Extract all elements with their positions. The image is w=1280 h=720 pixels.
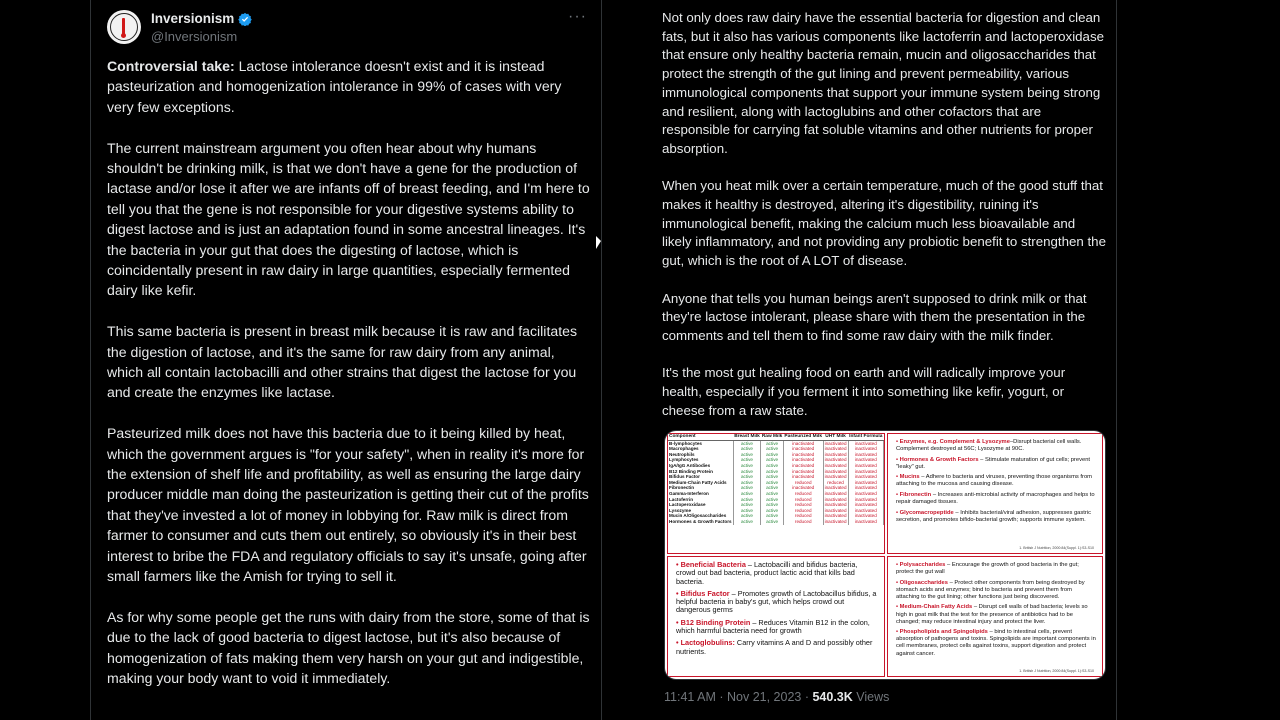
table-cell: inactivated	[783, 446, 823, 452]
table-cell: inactivated	[848, 502, 883, 508]
table-cell: inactivated	[824, 502, 847, 508]
table-cell: active	[761, 446, 784, 452]
panel-item-text: – Increases anti-microbial activity of macrophages and helps to repair damaged tissues.	[896, 492, 1095, 506]
table-cell: inactivated	[824, 485, 847, 491]
panel-item-text: – Disrupt cell walls of bad bacteria; levels so high in goat milk that the test for the presence of antibiotics had to be changed; may reduce intestinal injury and protect the liver.	[896, 604, 1088, 625]
panel-4-list	[888, 557, 1102, 658]
paragraph-1	[107, 56, 591, 117]
paragraph-8: Anyone that tells you human beings aren't supposed to drink milk or that they're lactose intolerant, please share with them the presentation in the comments and tell them to find some raw dairy with the milk finder.	[662, 290, 1087, 343]
table-cell: reduced	[783, 491, 823, 497]
table-cell: active	[761, 452, 784, 458]
paragraph-7: When you heat milk over a certain temperature, much of the good stuff that makes it healthy is destroyed, altering it's digestibility, ruining it's immunological benefit, making the calcium much less bioavailable and likely inflammatory, and not providing any probiotic benefit to strengthen the gut, which is the root of A LOT of disease.	[662, 178, 1106, 269]
table-cell: Gamma-Interferon	[668, 491, 733, 497]
table-cell: active	[733, 474, 761, 480]
table-cell: active	[733, 519, 761, 525]
table-cell: inactivated	[783, 457, 823, 463]
panel-2-reference: 1. British J Nutrition, 2000:84(Suppl. 1):S3-S10	[1019, 546, 1094, 550]
tweet-media-image[interactable]	[664, 430, 1106, 680]
paragraph-6: Not only does raw dairy have the essential bacteria for digestion and clean fats, but it also has various components like lactoferrin and lactoperoxidase that ensure only healthy bacteria remain, mucin and oligosaccharides that protect the strength of the gut lining and prevent permeability, various immunological components that support your immune system being strong and resilient, along with lactoglubins and other cofactors that are responsible for carrying fat soluble vitamins and other nutrients for proper absorption.	[662, 10, 1104, 156]
media-panel-enzymes	[887, 433, 1103, 554]
table-cell: reduced	[823, 480, 848, 486]
table-cell: inactivated	[848, 491, 883, 497]
table-cell: Lysozyme	[668, 508, 733, 514]
media-panel-polysaccharides	[887, 556, 1103, 677]
table-cell: Lymphocytes	[668, 457, 733, 463]
table-row	[668, 519, 884, 525]
panel-item-text: – Protect other components from being destroyed by stomach acids and enzymes; bind to bacteria and prevent them from attaching to the gut lining; other functions just being discovered.	[896, 579, 1085, 600]
milk-comparison-table	[668, 434, 884, 525]
table-header-cell: Component	[668, 434, 733, 440]
table-body	[668, 440, 884, 524]
table-cell: inactivated	[783, 485, 823, 491]
table-cell: inactivated	[848, 485, 883, 491]
table-cell: Medium-Chain Fatty Acids	[668, 480, 733, 486]
table-cell: active	[733, 469, 761, 475]
table-cell: reduced	[783, 508, 823, 514]
paragraph-3: This same bacteria is present in breast milk because it is raw and facilitates the digestion of lactose, and it's the same for raw dairy from any animal, which all contain lactobacilli and other strains that digest the lactose for you and create the enzymes like lactase.	[107, 323, 577, 401]
panel-list-item	[896, 439, 1096, 453]
panel-item-text: – Reduces Vitamin B12 in the colon, which harmful bacteria need for growth	[676, 617, 870, 636]
table-cell: inactivated	[848, 508, 883, 514]
more-options-icon[interactable]: ···	[568, 8, 587, 25]
table-header-cell: Raw Milk	[761, 434, 783, 439]
avatar-dot-icon	[121, 33, 126, 38]
table-cell: active	[761, 502, 784, 508]
table-cell: inactivated	[783, 440, 823, 446]
panel-item-title: • Enzymes, e.g. Complement & Lysozyme	[896, 439, 1010, 445]
paragraph-9: It's the most gut healing food on earth and will radically improve your health, especially if you ferment it into something like kefir, yogurt, or cheese from a raw state.	[662, 365, 1066, 418]
panel-item-title: • Fibronectin	[896, 492, 932, 499]
tweet-body-right	[662, 9, 1107, 439]
table-header-cell: Infant Formula	[849, 434, 883, 439]
table-cell: active	[761, 497, 784, 503]
panel-item-title: • Polysaccharides	[896, 562, 946, 568]
table-cell: active	[761, 469, 784, 475]
table-cell: reduced	[783, 519, 823, 525]
table-cell: active	[733, 463, 761, 469]
paragraph-5: As for why some people get the runs with dairy from the store, some of that is due to the lack of good bacteria to digest lactose, but it's also because of homogenization of fats making them very harsh on your gut and indigestible, making your body want to void it immediately.	[107, 608, 590, 687]
panel-list-item	[676, 561, 878, 586]
table-cell: inactivated	[848, 446, 883, 452]
table-cell: inactivated	[848, 513, 883, 519]
panel-3-list	[668, 557, 884, 656]
table-cell: Mucin A/Oligosaccharides	[668, 513, 733, 519]
table-cell: active	[761, 463, 784, 469]
table-cell: reduced	[783, 497, 823, 503]
table-cell: active	[733, 502, 761, 508]
table-cell: inactivated	[824, 474, 847, 480]
panel-item-title: • Mucins	[896, 474, 920, 481]
panel-item-title: • Beneficial Bacteria	[676, 560, 746, 569]
table-cell: B12 Binding Protein	[668, 469, 733, 475]
table-cell: active	[761, 457, 784, 463]
table-cell: inactivated	[824, 457, 847, 463]
table-cell: active	[733, 446, 761, 452]
panel-item-title: • Glycomacropeptide	[896, 509, 954, 516]
table-cell: active	[733, 513, 761, 519]
table-cell: inactivated	[848, 474, 883, 480]
panel-item-title: • Phospholipids and Spingolipids	[896, 629, 988, 636]
verified-badge-icon	[238, 12, 252, 26]
bold-lead: Controversial take:	[107, 58, 235, 74]
panel-list-item	[896, 604, 1096, 625]
table-cell: inactivated	[824, 446, 847, 452]
views-label: Views	[852, 690, 890, 704]
panel-list-item	[896, 457, 1096, 471]
panel-item-text: – Lactobacilli and bifidus bacteria, crowd out bad bacteria, product lactic acid that kills bad bacteria.	[676, 560, 858, 586]
table-header-cell: UHT Milk	[823, 434, 848, 440]
panel-item-title: • B12 Binding Protein	[676, 617, 751, 627]
table-cell: Neutrophils	[668, 452, 733, 458]
table-cell: active	[761, 519, 784, 525]
table-cell: active	[733, 457, 761, 463]
table-cell: active	[733, 485, 761, 491]
table-cell: IgA/IgG Antibodies	[668, 463, 733, 469]
table-cell: inactivated	[783, 452, 823, 458]
tweet-meta	[664, 690, 889, 704]
table-cell: active	[761, 485, 784, 491]
table-cell: inactivated	[824, 507, 847, 513]
table-header-cell: Breast Milk	[734, 434, 760, 439]
table-cell: Hormones & Growth Factors	[669, 518, 732, 524]
table-cell: inactivated	[824, 462, 847, 468]
panel-item-text: – Inhibits bacterial/viral adhesion, suppresses gastric secretion, and promotes bifido-bacterial growth; supports immune system.	[896, 509, 1092, 523]
table-cell: active	[733, 480, 761, 486]
panel-list-item	[896, 580, 1096, 601]
panel-item-text: – Encourage the growth of good bacteria in the gut; protect the gut wall	[896, 562, 1079, 576]
mouse-cursor-icon	[596, 236, 601, 249]
panel-item-title: • Bifidus Factor	[676, 588, 730, 598]
panel-list-item	[896, 492, 1096, 506]
author-name[interactable]: Inversionism	[151, 11, 235, 26]
table-header-cell: Pasteurized Milk	[784, 434, 823, 439]
table-cell: inactivated	[848, 469, 883, 475]
panel-item-text: – Stimulate maturation of gut cells; prevent "leaky" gut.	[896, 456, 1091, 470]
table-cell: inactivated	[848, 457, 883, 463]
tweet-timestamp[interactable]: 11:41 AM · Nov 21, 2023 ·	[664, 690, 813, 704]
table-cell: Lactoferrin	[668, 497, 733, 503]
tweet-column-right	[602, 0, 1117, 720]
table-cell: Macrophages	[668, 446, 733, 452]
table-cell: B-lymphocytes	[668, 440, 733, 446]
table-cell: inactivated	[824, 440, 847, 446]
table-cell: active	[761, 513, 784, 519]
media-panel-table	[667, 433, 885, 554]
panel-list-item	[676, 590, 878, 615]
table-cell: inactivated	[824, 468, 847, 474]
panel-2-list	[888, 434, 1102, 524]
table-cell: inactivated	[848, 480, 883, 486]
panel-list-item	[896, 510, 1096, 524]
avatar[interactable]	[107, 10, 141, 44]
paragraph-2: The current mainstream argument you often hear about why humans shouldn't be drinking milk, is that we don't have a gene for the production of lactase and/or lose it after we are infants off of breast feeding, and I'm here to tell you that the gene is not responsible for your digestive systems ability to digest lactose and is just an adaptation found in some ancestral lineages. It's the bacteria in your gut that does the digesting of lactose, which is coincidentally present in raw dairy in large quantities, especially fermented dairy like kefir.	[107, 139, 590, 299]
table-cell: active	[761, 480, 784, 486]
table-cell: active	[761, 491, 784, 497]
table-cell: inactivated	[783, 469, 823, 475]
media-panel-bacteria	[667, 556, 885, 677]
table-cell: inactivated	[848, 452, 883, 458]
table-cell: active	[733, 497, 761, 503]
table-cell: inactivated	[848, 440, 883, 446]
paragraph-1-rest: Lactose intolerance doesn't exist and it is instead pasteurization and homogenization intolerance in 99% of cases with very very few exceptions.	[107, 58, 562, 115]
table-cell: reduced	[783, 513, 823, 519]
panel-4-reference: 1. British J Nutrition, 2000:84(Suppl. 1):S3-S10	[1019, 669, 1094, 673]
table-cell: inactivated	[783, 463, 823, 469]
panel-list-item	[676, 619, 878, 636]
table-cell: inactivated	[824, 451, 847, 457]
table-cell: inactivated	[848, 497, 883, 503]
panel-item-title: • Hormones & Growth Factors	[896, 456, 979, 463]
table-cell: active	[761, 508, 784, 514]
paragraph-4: Pasteurized milk does not have this bacteria due to it being killed by heat, which the government argues is "for your safety", when in reality it's more for the extension of shelf life and profitability, as well as ensuring the large dairy producer middle man doing the pasteurization is getting their cut of the profits that they've invested a lot of money in lobbying for. Raw milk is direct from farmer to consumer and cuts them out entirely, so obviously it's in their best interest to bribe the FDA and regulatory officials to say it's unsafe, going after small farmers like the Amish for trying to sell it.	[107, 425, 589, 585]
table-cell: active	[733, 452, 761, 458]
table-cell: inactivated	[783, 474, 823, 480]
panel-item-text: – Promotes growth of Lactobacillus bifidus, a helpful bacteria in baby's gut, which helps crowd out dangerous germs	[676, 588, 877, 615]
tweet-body-left	[107, 56, 591, 709]
table-cell: Fibronectin	[668, 485, 733, 491]
panel-item-title: • Oligosaccharides	[896, 579, 948, 586]
author-handle[interactable]: @Inversionism	[151, 29, 238, 44]
table-cell: inactivated	[848, 463, 883, 469]
panel-item-text: – bind to intestinal cells, prevent absorption of pathogens and toxins. Spingolipids are important components in cell membranes, protect cells against toxins, support digestion and protect against cancer.	[896, 629, 1096, 657]
table-cell: inactivated	[824, 513, 847, 519]
table-cell: Bifidus Factor	[668, 474, 733, 480]
table-cell: inactivated	[824, 490, 847, 496]
panel-list-item	[896, 562, 1096, 576]
views-count: 540.3K	[812, 690, 853, 704]
panel-item-text: – Adhere to bacteria and viruses, preventing those organisms from attaching to the mucosa and causing disease.	[896, 474, 1092, 488]
table-cell: inactivated	[824, 518, 847, 524]
panel-item-text: Carry vitamins A and D and possibly other nutrients.	[676, 638, 873, 656]
table-cell: Lactoperoxidase	[668, 502, 733, 508]
panel-item-text: –Disrupt bacterial cell walls. Complement destroyed at 56C; Lysozyme at 90C.	[896, 439, 1082, 453]
panel-item-title: • Lactoglobulins:	[676, 638, 735, 648]
table-cell: reduced	[783, 480, 823, 486]
table-cell: active	[761, 474, 784, 480]
table-cell: active	[733, 508, 761, 514]
tweet-column-left	[90, 0, 602, 720]
panel-list-item	[676, 639, 878, 656]
table-cell: inactivated	[824, 496, 847, 502]
table-cell: inactivated	[848, 519, 883, 525]
panel-item-title: • Medium-Chain Fatty Acids	[896, 604, 973, 611]
panel-list-item	[896, 474, 1096, 488]
table-cell: active	[761, 440, 784, 446]
table-cell: active	[733, 440, 761, 446]
author-name-row[interactable]	[151, 11, 252, 26]
table-cell: active	[733, 491, 761, 497]
panel-list-item	[896, 629, 1096, 657]
table-cell: reduced	[783, 502, 823, 508]
